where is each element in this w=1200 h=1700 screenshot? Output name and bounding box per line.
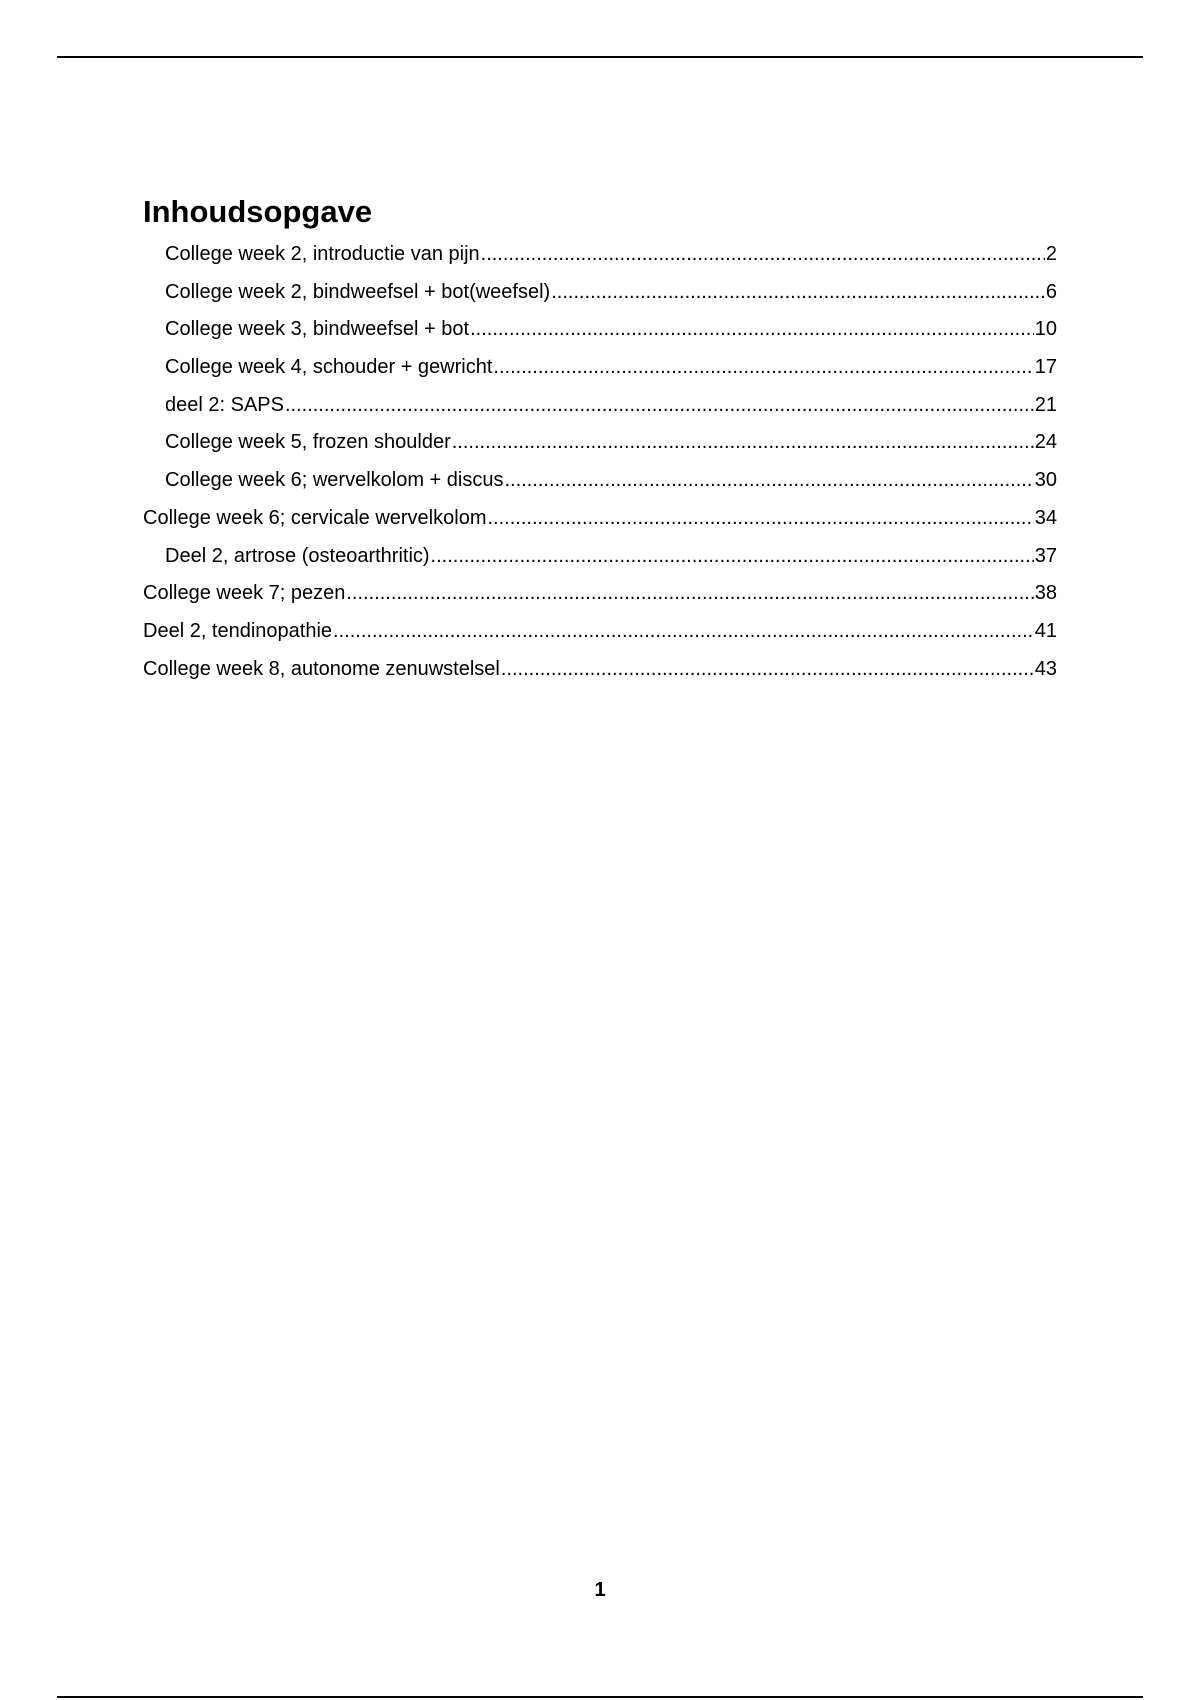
toc-entry-label: deel 2: SAPS (165, 393, 284, 416)
toc-entry[interactable] (143, 651, 1057, 689)
toc-entry[interactable] (143, 387, 1057, 425)
toc-dot-leader (470, 311, 1034, 349)
toc-dot-leader (452, 424, 1034, 462)
toc-entry-page: 2 (1045, 243, 1057, 265)
toc-entry-page: 10 (1034, 318, 1057, 341)
toc-title: Inhoudsopgave (143, 194, 373, 229)
page-number: 1 (594, 1579, 606, 1601)
toc-entry-page: 41 (1034, 619, 1057, 642)
toc-dot-leader (493, 349, 1033, 387)
toc-entry[interactable] (143, 538, 1057, 576)
toc-entry[interactable] (143, 311, 1057, 349)
toc-entry-label: Deel 2, tendinopathie (143, 619, 333, 642)
toc-dot-leader (501, 651, 1034, 689)
toc-entry-label: College week 7; pezen (143, 582, 346, 605)
toc-entry[interactable] (143, 500, 1057, 538)
toc-entry-label: College week 8, autonome zenuwstelsel (143, 657, 500, 680)
toc-dot-leader (481, 236, 1045, 274)
toc-entry[interactable] (143, 613, 1057, 651)
toc-entry-page: 30 (1034, 469, 1057, 492)
toc-entry[interactable] (143, 462, 1057, 500)
toc-entry-page: 37 (1034, 544, 1057, 567)
toc-entry-label: College week 6; wervelkolom + discus (165, 469, 504, 492)
toc-entry[interactable] (143, 274, 1057, 312)
toc-entry[interactable] (143, 236, 1057, 274)
toc-dot-leader (551, 274, 1045, 312)
toc-dot-leader (346, 575, 1033, 613)
toc-entry-label: College week 2, introductie van pijn (165, 243, 480, 265)
toc-entry-label: College week 4, schouder + gewricht (165, 356, 493, 379)
toc-entry-page: 21 (1034, 393, 1057, 416)
toc-entry-label: Deel 2, artrose (osteoarthritic) (165, 544, 430, 567)
toc-entry-page: 34 (1034, 506, 1057, 529)
toc-entry-label: College week 2, bindweefsel + bot(weefsel) (165, 280, 551, 303)
toc-entry-page: 43 (1034, 657, 1057, 680)
toc-dot-leader (487, 500, 1033, 538)
toc-entry[interactable] (143, 424, 1057, 462)
toc-dot-leader (285, 387, 1034, 425)
toc-entry-label: College week 5, frozen shoulder (165, 431, 451, 454)
toc-dot-leader (333, 613, 1034, 651)
toc-entry-page: 24 (1034, 431, 1057, 454)
toc-entry-label: College week 3, bindweefsel + bot (165, 318, 470, 341)
toc-dot-leader (505, 462, 1034, 500)
toc-entry-page: 38 (1034, 582, 1057, 605)
toc-entry-label: College week 6; cervicale wervelkolom (143, 506, 487, 529)
footer-rule (57, 1696, 1143, 1698)
toc-entry[interactable] (143, 349, 1057, 387)
toc-entry[interactable] (143, 575, 1057, 613)
toc-entry-page: 17 (1034, 356, 1057, 379)
toc-list (143, 236, 1057, 688)
header-rule (57, 56, 1143, 58)
toc-entry-page: 6 (1045, 280, 1057, 303)
toc-dot-leader (431, 538, 1034, 576)
table-of-contents (143, 192, 1057, 688)
